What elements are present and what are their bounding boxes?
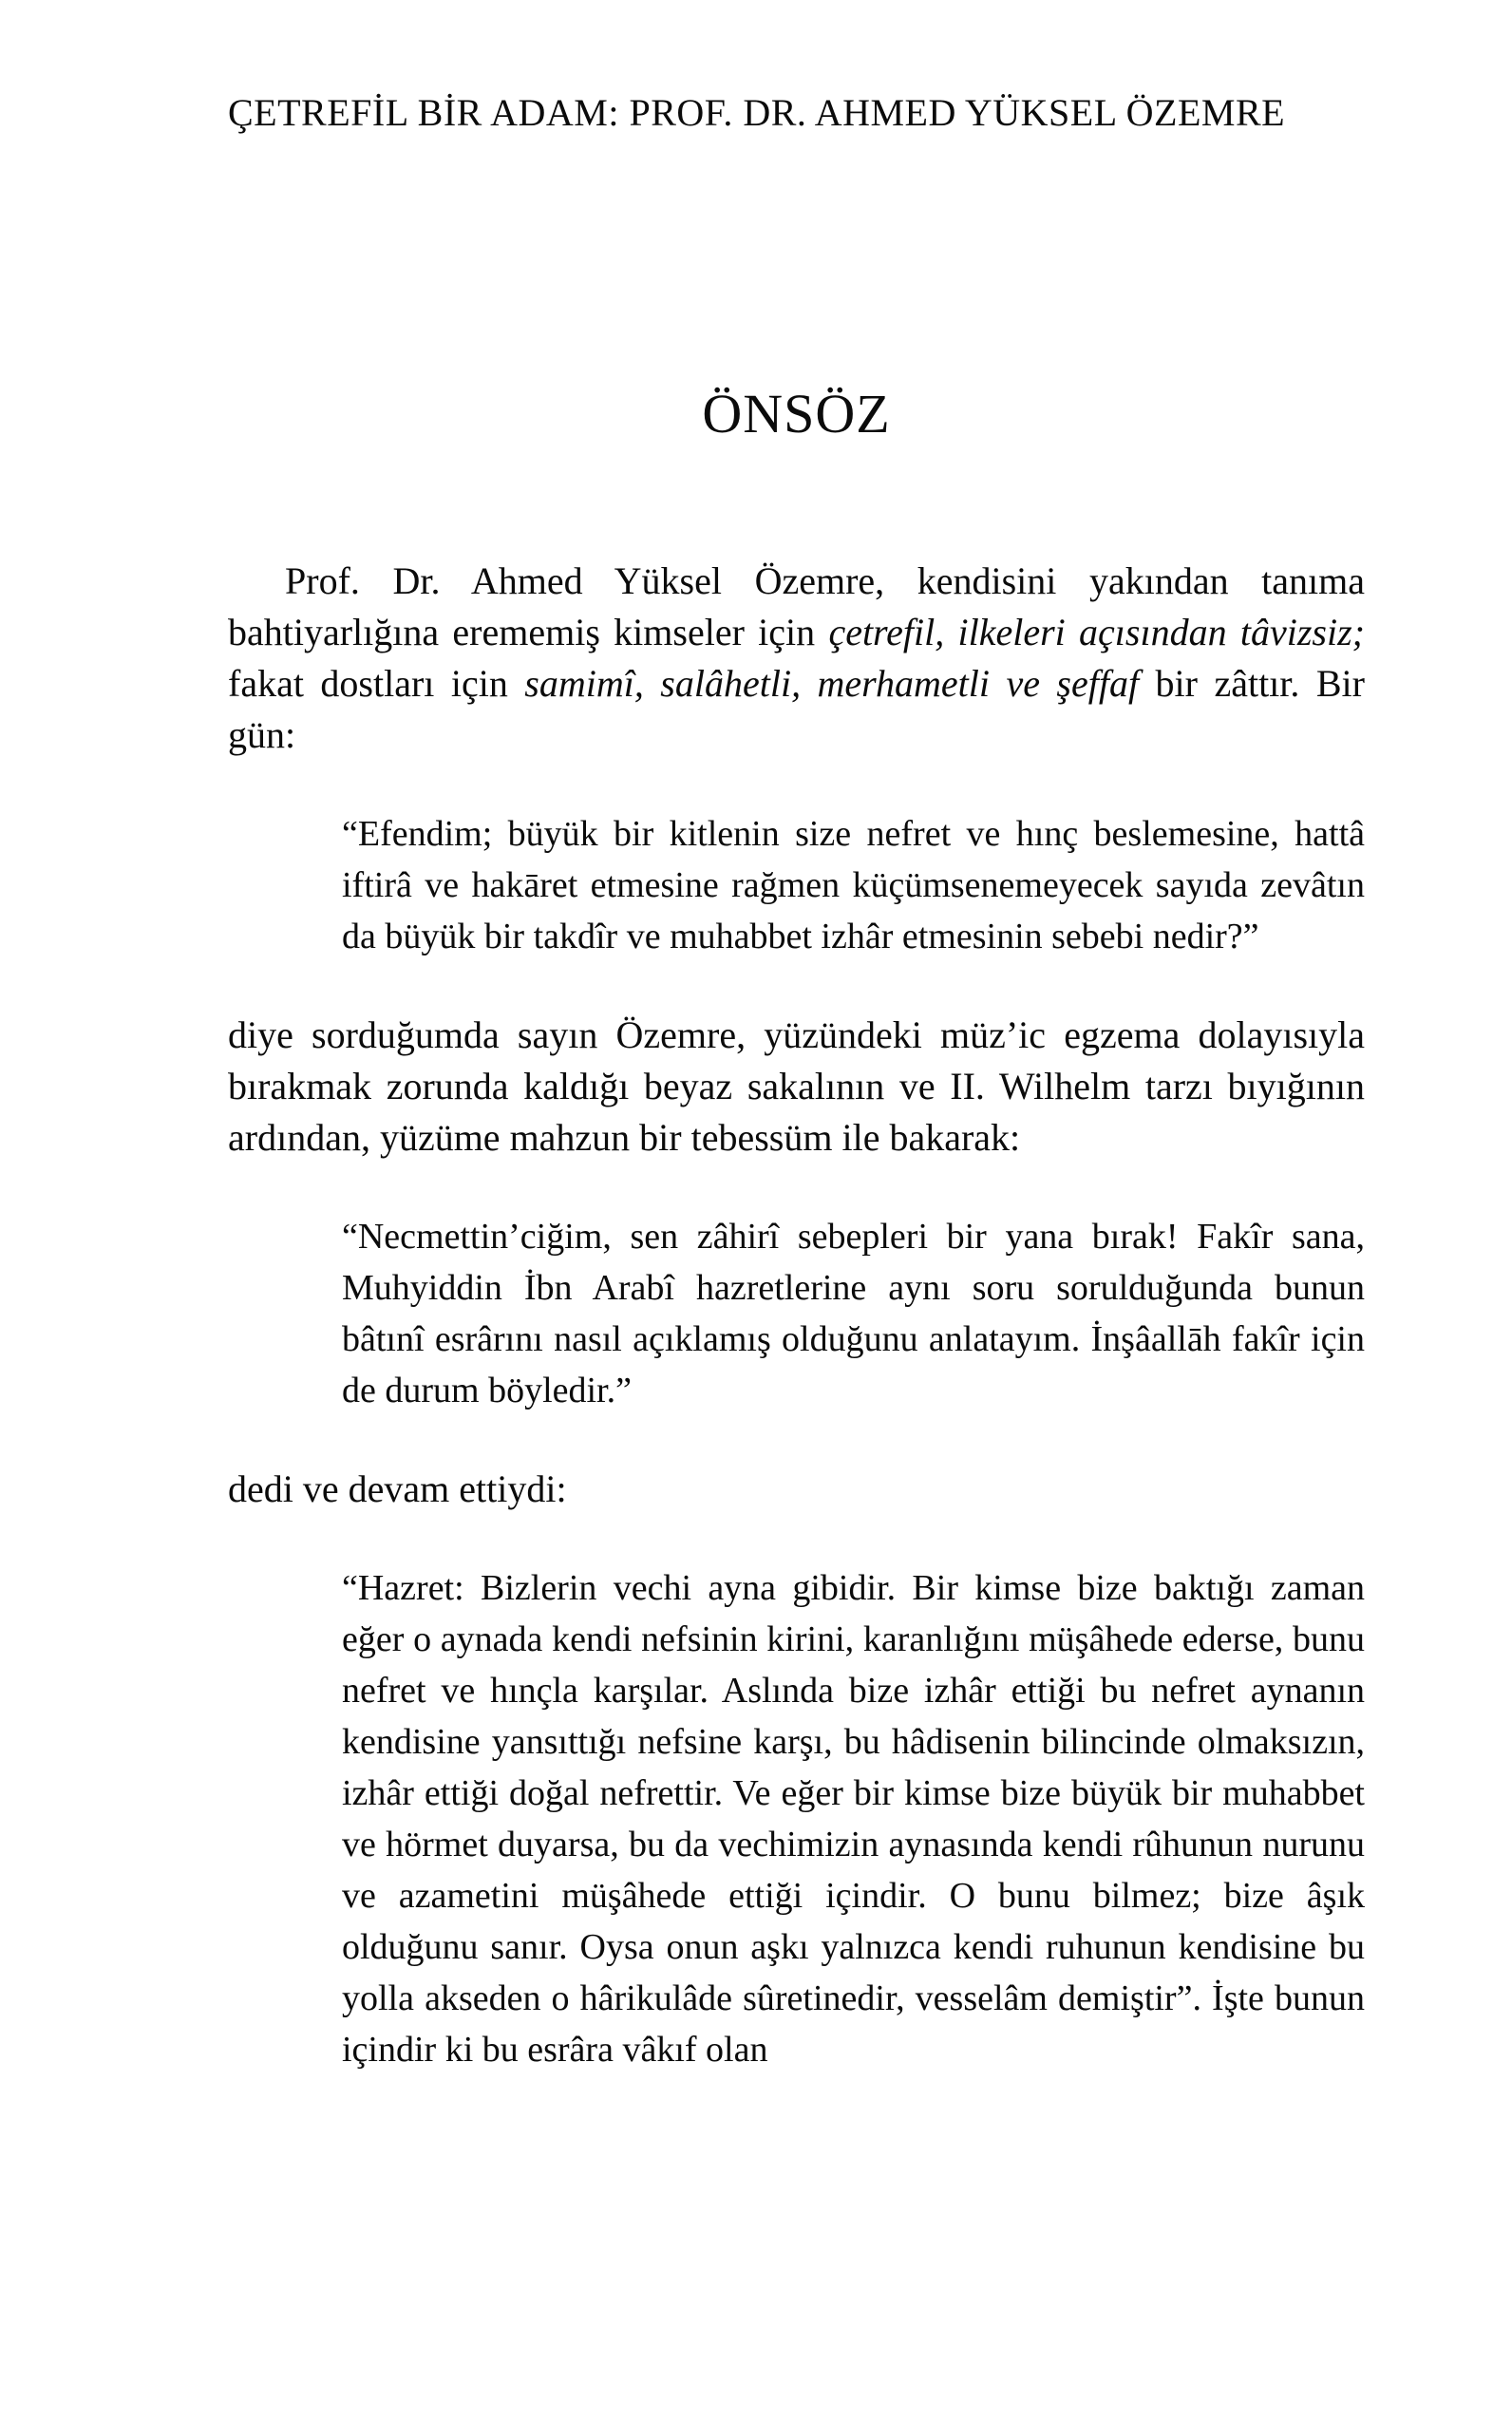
quote-reply: “Necmettin’ciğim, sen zâhirî sebepleri bir yana bırak! Fakîr sana, Muhyiddin İbn Arabî hazretlerine aynı soru sorulduğunda bunun bâtınî esrârını nasıl açıklamış olduğunu anlatayım. İnşâallāh fakîr için de durum böyledir.” [342,1217,1365,1410]
paragraph-narration-2: dedi ve devam ettiydi: [228,1467,567,1510]
italic-phrase-2: samimî, salâhetli, merhametli ve şeffaf [524,662,1140,705]
paragraph-intro [228,556,1365,761]
page-title: ÖNSÖZ [702,383,891,445]
running-header: ÇETREFİL BİR ADAM: PROF. DR. AHMED YÜKSEL ÖZEMRE [228,91,1286,134]
italic-phrase-1: çetrefil, ilkeleri açısından tâvizsiz; [828,611,1365,653]
intro-text-2: fakat dostları için [228,662,525,705]
paragraph-narration-1: diye sorduğumda sayın Özemre, yüzündeki müz’ic egzema dolayısıyla bırakmak zorunda kaldığı beyaz sakalının ve II. Wilhelm tarzı bıyığının ardından, yüzüme mahzun bir tebessüm ile bakarak: [228,1013,1365,1159]
intro-text-3: bir zâttır. Bir gün: [228,662,1365,756]
quote-hazret: “Hazret: Bizlerin vechi ayna gibidir. Bir kimse bize baktığı zaman eğer o aynada kendi nefsinin kirini, karanlığını müşâhede ederse, bunu nefret ve hınçla karşılar. Aslında bize izhâr ettiği bu nefret aynanın kendisine yansıttığı nefsine karşı, bu hâdisenin bilincinde olmaksızın, izhâr ettiği doğal nefrettir. Ve eğer bir kimse bize büyük bir muhabbet ve hörmet duyarsa, bu da vechimizin aynasında kendi rûhunun nurunu ve azametini müşâhede ettiği içindir. O bunu bilmez; bize âşık olduğunu sanır. Oysa onun aşkı yalnızca kendi ruhunun kendisine bu yolla akseden o hârikulâde sûretinedir, vesselâm demiştir”. İşte bunun içindir ki bu esrâra vâkıf olan [342,1568,1365,2070]
intro-text-1: Prof. Dr. Ahmed Yüksel Özemre, kendisini yakından tanıma bahtiyarlığına erememiş kimseler için [228,559,1365,653]
quote-question: “Efendim; büyük bir kitlenin size nefret ve hınç beslemesine, hattâ iftirâ ve hakāret etmesine rağmen küçümsenemeyecek sayıda zevâtın da büyük bir takdîr ve muhabbet izhâr etmesinin sebebi nedir?” [342,814,1365,956]
